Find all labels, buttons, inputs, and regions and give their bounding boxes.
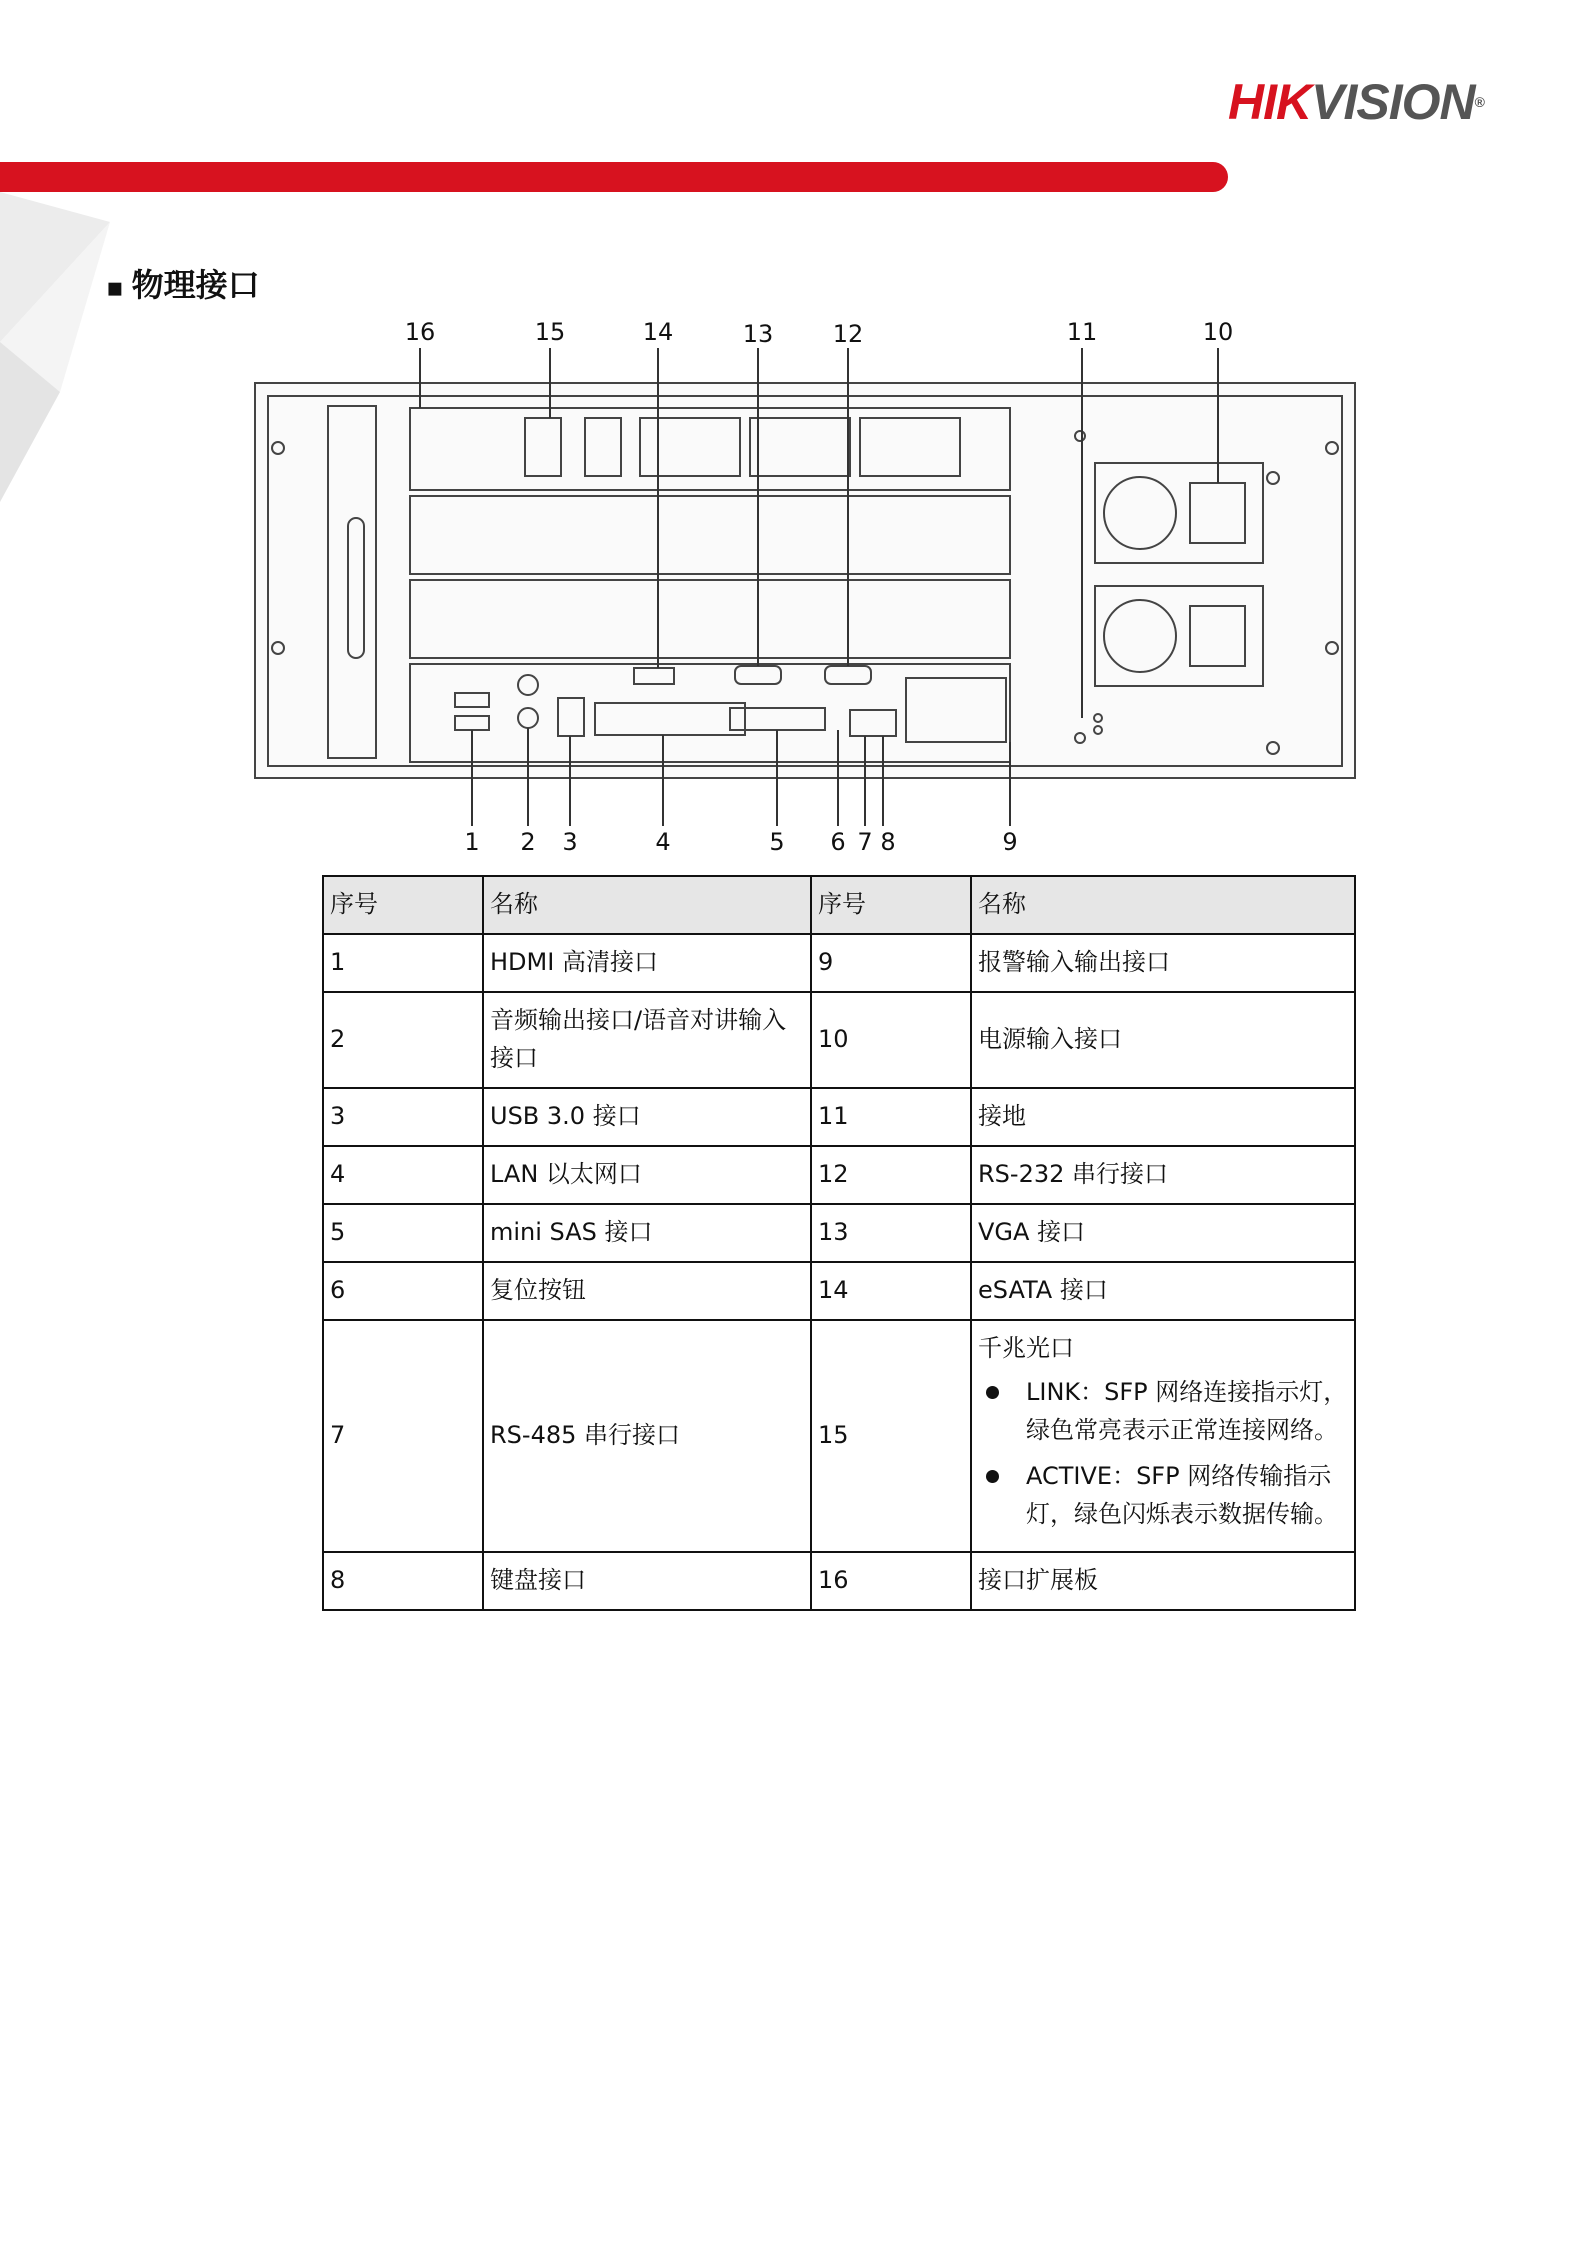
index-cell: 8 [323,1552,483,1610]
name-cell: 电源输入接口 [971,992,1355,1088]
callout-label: 6 [830,828,846,856]
index-cell: 12 [811,1146,971,1204]
name-cell [971,1320,1355,1552]
callout-label: 1 [464,828,480,856]
index-cell: 6 [323,1262,483,1320]
section-title-text: 物理接口 [131,266,260,304]
index-cell: 10 [811,992,971,1088]
section-title [106,260,260,313]
list-item-text: ACTIVE：SFP 网络传输指示灯，绿色闪烁表示数据传输。 [1026,1462,1338,1528]
callout-label: 13 [742,320,774,348]
name-cell: mini SAS 接口 [483,1204,811,1262]
table-row [323,934,1355,992]
index-cell: 2 [323,992,483,1088]
callout-label: 16 [404,318,436,346]
callout-label: 7 [857,828,873,856]
name-cell: VGA 接口 [971,1204,1355,1262]
header-cell: 序号 [323,876,483,934]
callout-label: 4 [655,828,671,856]
rear-panel-diagram [240,318,1370,863]
name-cell-title: 千兆光口 [978,1334,1074,1362]
name-cell: 接口扩展板 [971,1552,1355,1610]
callout-label: 8 [880,828,896,856]
callout-label: 10 [1202,318,1234,346]
table-row [323,1088,1355,1146]
name-cell: 接地 [971,1088,1355,1146]
name-cell: 键盘接口 [483,1552,811,1610]
list-item [978,1457,1348,1533]
table-row [323,1320,1355,1552]
callout-label: 14 [642,318,674,346]
callout-label: 2 [520,828,536,856]
callout-label: 5 [769,828,785,856]
name-cell: 复位按钮 [483,1262,811,1320]
name-cell: 报警输入输出接口 [971,934,1355,992]
index-cell: 13 [811,1204,971,1262]
index-cell: 7 [323,1320,483,1552]
name-cell: eSATA 接口 [971,1262,1355,1320]
callout-label: 15 [534,318,566,346]
index-cell: 5 [323,1204,483,1262]
index-cell: 3 [323,1088,483,1146]
list-item [978,1373,1348,1449]
table-row [323,992,1355,1088]
index-cell: 16 [811,1552,971,1610]
name-cell: LAN 以太网口 [483,1146,811,1204]
list-item-text: LINK：SFP 网络连接指示灯，绿色常亮表示正常连接网络。 [1026,1378,1348,1444]
name-cell: USB 3.0 接口 [483,1088,811,1146]
header-cell: 序号 [811,876,971,934]
callout-label: 12 [832,320,864,348]
table-row [323,1146,1355,1204]
table-row [323,1262,1355,1320]
table-header-row [323,876,1355,934]
logo-reg-mark: ® [1474,94,1484,110]
bullet-dot-icon [986,1470,999,1483]
hikvision-logo [1228,72,1484,132]
corner-decoration-icon [0,192,120,522]
table-row [323,1552,1355,1610]
square-bullet-icon: ▪ [106,273,124,303]
logo-vision: VISION [1311,74,1475,130]
callout-label: 11 [1066,318,1098,346]
header-cell: 名称 [971,876,1355,934]
index-cell: 9 [811,934,971,992]
index-cell: 1 [323,934,483,992]
sub-list [978,1373,1348,1533]
table-row [323,1204,1355,1262]
name-cell: 音频输出接口/语音对讲输入接口 [483,992,811,1088]
header-cell: 名称 [483,876,811,934]
bullet-dot-icon [986,1386,999,1399]
header-red-bar [0,162,1228,192]
index-cell: 15 [811,1320,971,1552]
callout-label: 9 [1002,828,1018,856]
logo-hik: HIK [1228,74,1312,130]
index-cell: 14 [811,1262,971,1320]
name-cell: RS-232 串行接口 [971,1146,1355,1204]
name-cell: RS-485 串行接口 [483,1320,811,1552]
interface-table [322,875,1356,1611]
name-cell: HDMI 高清接口 [483,934,811,992]
callout-label: 3 [562,828,578,856]
index-cell: 11 [811,1088,971,1146]
index-cell: 4 [323,1146,483,1204]
